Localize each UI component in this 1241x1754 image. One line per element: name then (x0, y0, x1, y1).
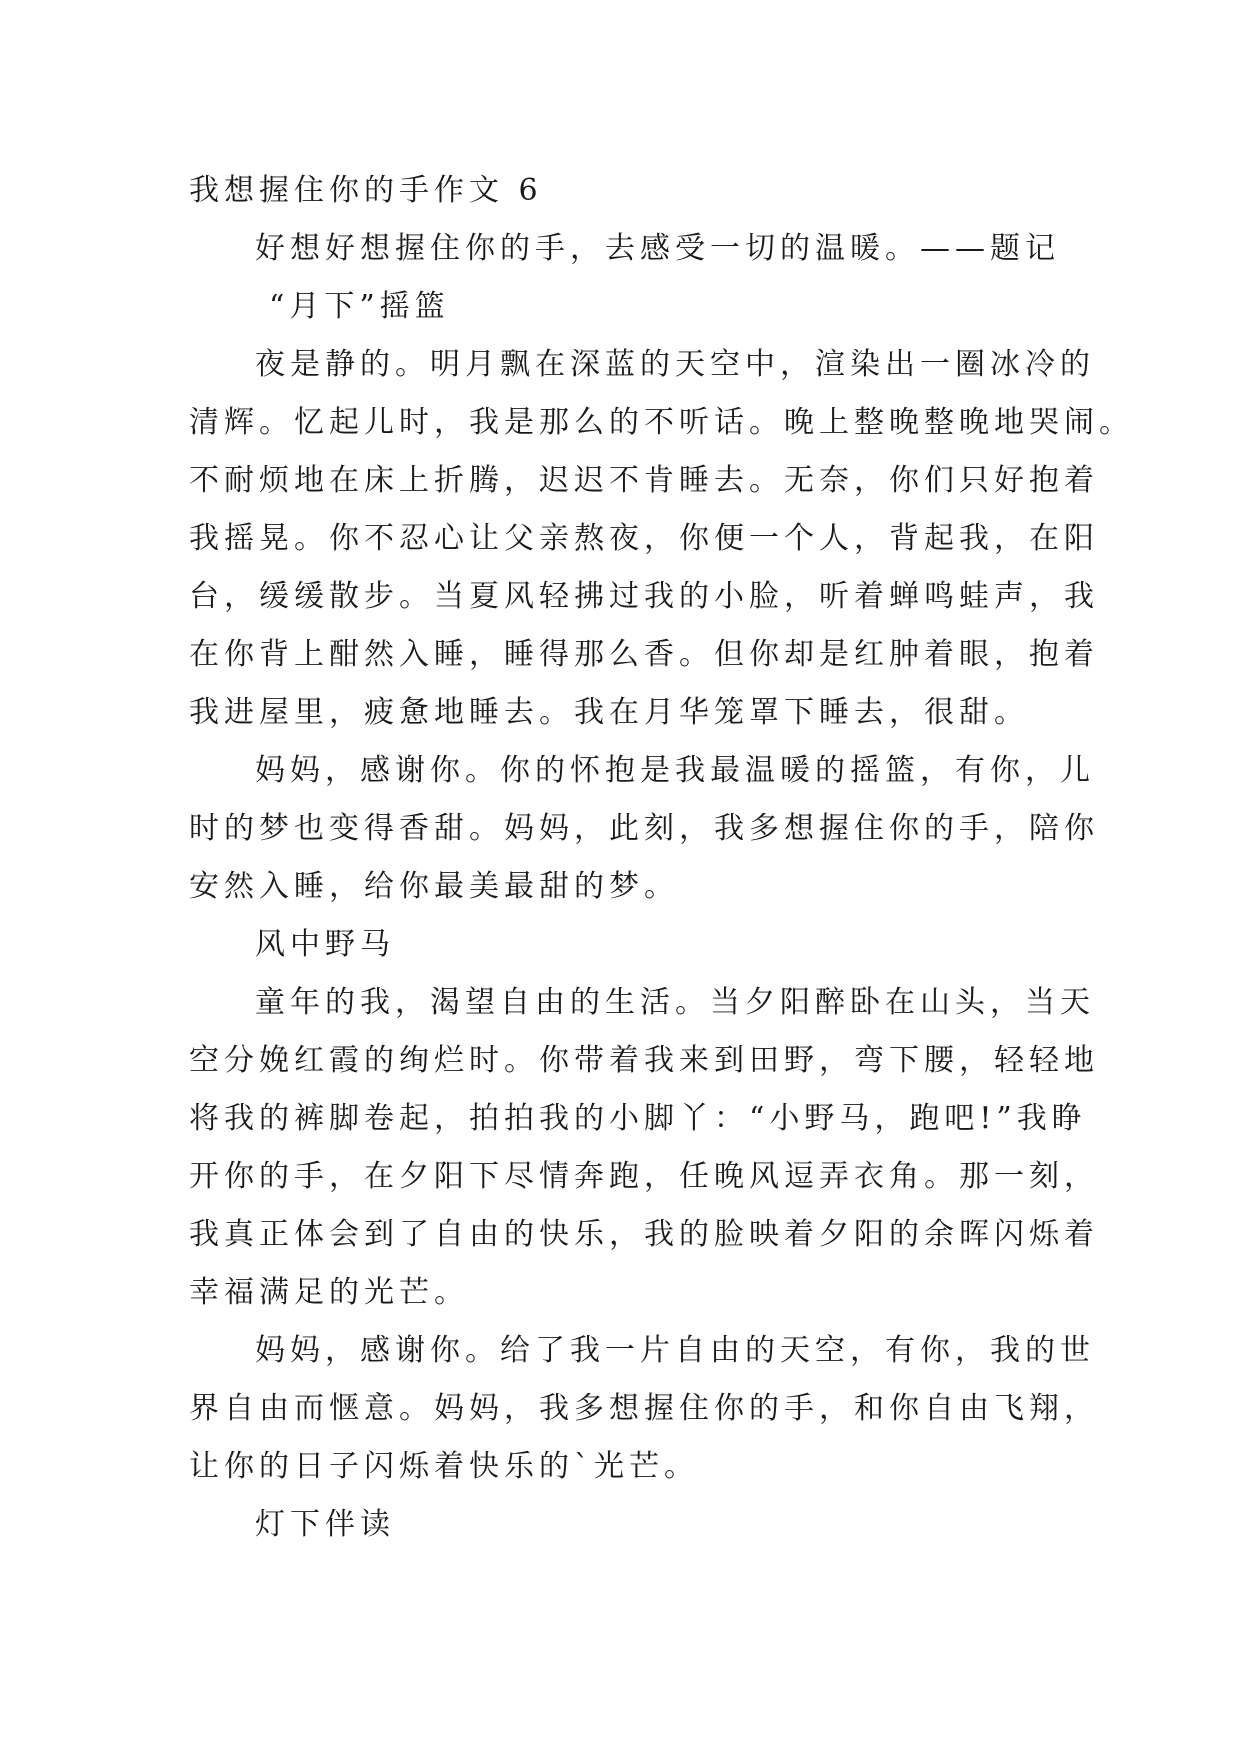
epigraph: 好想好想握住你的手，去感受一切的温暖。——题记 (255, 231, 1060, 266)
paragraph-line: 幸福满足的光芒。 (189, 1275, 469, 1310)
document-body (189, 162, 1134, 1554)
paragraph-line: 我真正体会到了自由的快乐，我的脸映着夕阳的余晖闪烁着 (189, 1217, 1099, 1252)
section-heading: 灯下伴读 (255, 1507, 395, 1542)
paragraph-line: 在你背上酣然入睡，睡得那么香。但你却是红肿着眼，抱着 (189, 637, 1099, 672)
paragraph-line: 界自由而惬意。妈妈，我多想握住你的手，和你自由飞翔， (189, 1391, 1099, 1426)
paragraph-line: 台，缓缓散步。当夏风轻拂过我的小脸，听着蝉鸣蛙声，我 (189, 579, 1099, 614)
paragraph-line: 开你的手，在夕阳下尽情奔跑，任晚风逗弄衣角。那一刻， (189, 1159, 1099, 1194)
paragraph-line: 夜是静的。明月飘在深蓝的天空中，渲染出一圈冰冷的 (255, 347, 1095, 382)
section-heading: 风中野马 (255, 927, 395, 962)
section-heading: “月下”摇篮 (269, 289, 450, 324)
paragraph-line: 让你的日子闪烁着快乐的`光芒。 (189, 1449, 699, 1484)
paragraph-line: 我摇晃。你不忍心让父亲熬夜，你便一个人，背起我，在阳 (189, 521, 1099, 556)
paragraph-line: 童年的我，渴望自由的生活。当夕阳醉卧在山头，当天 (255, 985, 1095, 1020)
paragraph-line: 空分娩红霞的绚烂时。你带着我来到田野，弯下腰，轻轻地 (189, 1043, 1099, 1078)
paragraph-line: 妈妈，感谢你。你的怀抱是我最温暖的摇篮，有你，儿 (255, 753, 1095, 788)
paragraph-line: 不耐烦地在床上折腾，迟迟不肯睡去。无奈，你们只好抱着 (189, 463, 1099, 498)
paragraph-line: 时的梦也变得香甜。妈妈，此刻，我多想握住你的手，陪你 (189, 811, 1099, 846)
paragraph-line: 将我的裤脚卷起，拍拍我的小脚丫：“小野马，跑吧!”我睁 (189, 1101, 1087, 1136)
paragraph-line: 妈妈，感谢你。给了我一片自由的天空，有你，我的世 (255, 1333, 1095, 1368)
paragraph-line: 安然入睡，给你最美最甜的梦。 (189, 869, 679, 904)
paragraph-line: 我进屋里，疲惫地睡去。我在月华笼罩下睡去，很甜。 (189, 695, 1029, 730)
paragraph-line: 清辉。忆起儿时，我是那么的不听话。晚上整晚整晚地哭闹。 (189, 405, 1134, 440)
document-title: 我想握住你的手作文 6 (189, 173, 543, 208)
